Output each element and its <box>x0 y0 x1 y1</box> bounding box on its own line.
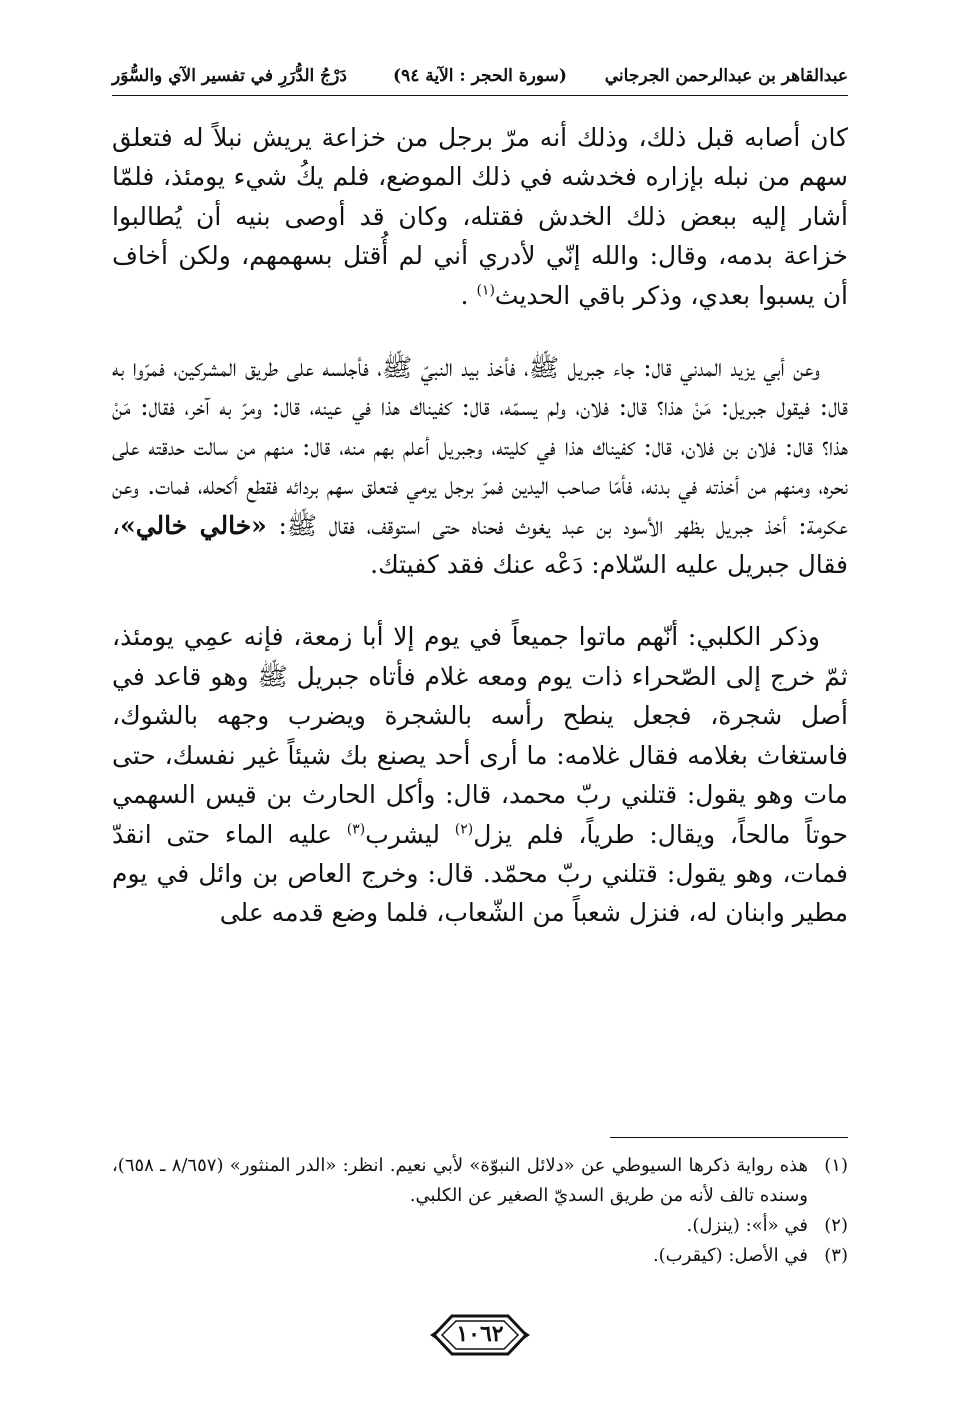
paragraph-2-bold-quote: «خالي خالي» <box>120 510 267 540</box>
footnotes <box>112 1151 848 1271</box>
header-book-title: دَرْجُ الدُّرَرِ في تفسير الآي والسُّوَر <box>112 66 347 86</box>
paragraph-1-end: . <box>460 280 469 310</box>
running-header <box>112 60 848 92</box>
main-text <box>112 118 848 933</box>
paragraph-2-text-a: وعن أبي يزيد المدني قال: جاء جبريل ﷺ، فأخذ بيد النبيّ ﷺ، فأجلسه على طريق المشركين، فمرّوا به قال: فيقول جبريل: مَنْ هذا؟ قال: فلان، ولم يسمّه، قال: كفيناك هذا في عينه، قال: ومرّ به آخر، فقال: مَنْ هذا؟ قال: فلان بن فلان، قال: كفيناك هذا في كليته، وجبريل أعلم بهم منه، قال: منهم من سالت حدقته على نحره، ومنهم من أخذته في بدنه، فأمّا صاحب اليدين فمرّ برجل يرمي فتعلق سهم بردائه فقطع أكحله، فمات. وعن عكرمة: أخذ جبريل بظهر الأسود بن عبد يغوث فحناه حتى استوقف، فقال ﷺ: <box>112 353 848 540</box>
footnote-text: في «أ»: (ينزل). <box>686 1215 808 1236</box>
page-number-ornament <box>430 1312 530 1358</box>
paragraph-1 <box>112 118 848 315</box>
footnote-ref-3: (٣) <box>346 821 366 838</box>
header-author: عبدالقاهر بن عبدالرحمن الجرجاني <box>604 66 848 86</box>
paragraph-1-text: كان أصابه قبل ذلك، وذلك أنه مرّ برجل من خزاعة يريش نبلاً له فتعلق سهم من نبله بإزاره فخدشه في ذلك الموضع، فلم يكُ شيء يومئذ، فلمّا أشار إليه ببعض ذلك الخدش فقتله، وكان قد أوصى بنيه أن يُطالبوا خزاعة بدمه، وقال: والله إنّي لأدري أني لم أُقتل بسهمهم، ولكن أخاف أن يسبوا بعدي، وذكر باقي الحديث <box>112 123 848 310</box>
footnote-text: في الأصل: (كيقرب). <box>652 1245 808 1266</box>
header-surah: (سورة الحجر : الآية ٩٤) <box>393 66 567 86</box>
header-rule <box>112 95 848 96</box>
paragraph-3 <box>112 617 848 932</box>
footnote-number: (٢) <box>824 1215 848 1236</box>
footnote-text: هذه رواية ذكرها السيوطي عن «دلائل النبوّة» لأبي نعيم. انظر: «الدر المنثور» (٨/٦٥٧ ـ ٦٥٨)، وسنده تالف لأنه من طريق السديّ الصغير عن الكلبي. <box>112 1155 808 1206</box>
paragraph-3-text-a: وذكر الكلبي: أنّهم ماتوا جميعاً في يوم إلا أبا زمعة، فإنه عمِي يومئذ، ثمّ خرج إلى الصّحراء ذات يوم ومعه غلام فأتاه جبريل ﷺ وهو قاعد في أصل شجرة، فجعل ينطح رأسه بالشجرة ويضرب وجهه بالشوك، فاستغاث بغلامه فقال غلامه: ما أرى أحد يصنع بك شيئاً غير نفسك، حتى مات وهو يقول: قتلني ربّ محمد، قال: وأكل الحارث بن قيس السهمي حوتاً مالحاً، ويقال: طرياً، فلم يزل <box>112 622 848 849</box>
footnote-separator <box>610 1137 848 1138</box>
footnote-ref-1: (١) <box>476 282 495 299</box>
paragraph-2-text-b: ، فقال جبريل عليه السّلام: دَعْه عنك فقد كفيتك. <box>112 510 848 580</box>
footnote-item <box>112 1211 848 1241</box>
paragraph-2 <box>112 348 848 584</box>
footnote-item <box>112 1151 848 1211</box>
paragraph-3-text-b: ليشرب <box>365 819 455 849</box>
page-number: ١٠٦٢ <box>456 1321 504 1347</box>
paragraph-3-text-c: عليه الماء حتى انقدّ فمات، وهو يقول: قتلني ربّ محمّد. قال: وخرج العاص بن وائل في يوم مطير وابنان له، فنزل شعباً من الشّعاب، فلما وضع قدمه على <box>112 819 848 928</box>
footnote-ref-2: (٢) <box>454 821 474 838</box>
footnote-number: (٣) <box>824 1245 848 1266</box>
footnote-number: (١) <box>824 1155 848 1176</box>
footnote-item <box>112 1241 848 1271</box>
